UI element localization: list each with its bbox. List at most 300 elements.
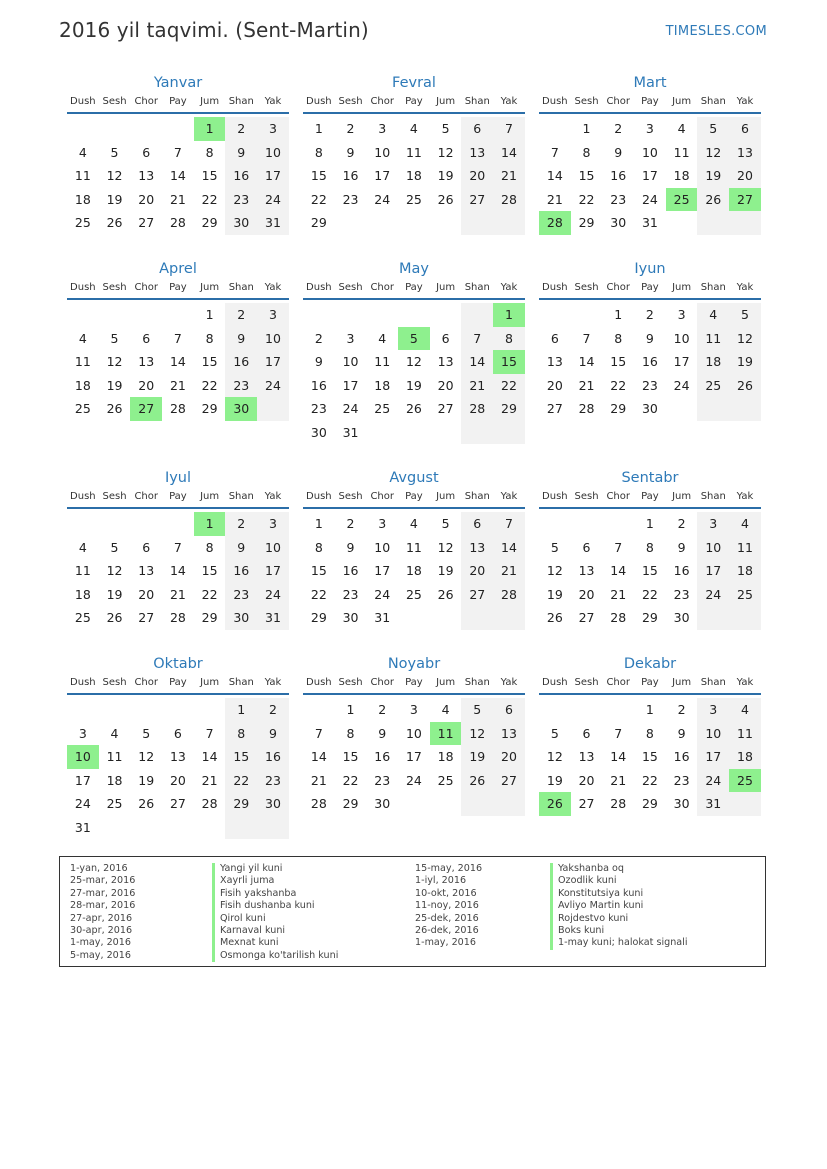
day-cell: 19 [461,745,493,769]
day-cell: 20 [493,745,525,769]
day-cell: 20 [138,377,155,393]
day-cell: 21 [461,374,493,398]
day-cell: 29 [310,610,327,625]
day-cell: 5 [550,725,559,741]
day-cell: 21 [610,772,627,788]
weekday-label: Yak [264,282,282,293]
day-cell: 12 [106,354,123,369]
legend-holiday-name: Ozodlik kuni [550,875,688,887]
weekday-label: Pay [641,677,659,688]
day-cell: 11 [106,749,123,764]
day-cell: 18 [729,745,761,769]
day-cell: 13 [169,749,186,764]
weekday-label: Yak [736,96,754,107]
day-cell: 9 [225,141,257,165]
day-cell: 30 [673,796,690,811]
day-cell: 17 [342,377,359,393]
empty-cell [571,698,603,722]
day-cell: 1 [205,307,214,322]
weekday-label: Pay [169,282,187,293]
month-iyul [67,468,289,630]
empty-cell [493,211,525,235]
day-cell: 1 [582,121,591,136]
day-cell: 24 [374,191,391,207]
day-cell: 18 [437,749,454,764]
page-title: 2016 yil taqvimi. (Sent-Martin) [59,18,369,42]
empty-cell [398,606,430,630]
day-cell: 2 [614,121,623,136]
day-cell: 27 [546,401,563,416]
day-cell: 19 [138,772,155,788]
day-cell: 8 [314,144,323,160]
weekday-label: Chor [134,491,158,502]
day-cell: 30 [257,792,289,816]
day-cell: 16 [342,168,359,183]
day-cell: 25 [74,215,91,230]
day-cell: 10 [374,539,391,555]
weekday-label: Dush [542,491,568,502]
day-cell: 17 [697,559,729,583]
weekday-label: Yak [736,282,754,293]
weekday-label: Chor [370,96,394,107]
day-cell: 17 [673,354,690,369]
weekday-label: Dush [306,282,332,293]
day-cell: 1 [314,516,323,531]
empty-cell [67,117,99,141]
day-grid [303,512,525,630]
empty-cell [335,303,367,327]
day-cell: 6 [173,725,182,741]
empty-cell [539,117,571,141]
day-cell: 15 [610,354,627,369]
day-cell: 4 [441,702,450,717]
day-cell: 22 [641,772,658,788]
weekday-label: Jum [672,491,692,502]
day-cell: 5 [441,516,450,531]
weekday-label: Shan [464,491,490,502]
empty-cell [257,397,289,421]
day-cell: 24 [697,583,729,607]
day-cell: 13 [138,354,155,369]
weekday-label: Jum [200,491,220,502]
day-cell: 10 [673,330,690,346]
day-cell: 6 [441,330,450,346]
day-cell: 25 [374,401,391,416]
weekday-header [539,490,761,509]
empty-cell [539,512,571,536]
day-cell: 23 [225,583,257,607]
day-cell: 1 [225,698,257,722]
day-cell: 19 [697,164,729,188]
day-cell: 23 [257,769,289,793]
day-cell: 17 [257,164,289,188]
day-cell: 5 [142,725,151,741]
weekday-label: Sesh [102,96,127,107]
empty-cell [398,211,430,235]
day-cell: 25 [729,769,761,793]
legend-date: 25-mar, 2016 [70,875,136,887]
legend-right-names [550,863,688,950]
empty-cell [130,303,162,327]
empty-cell [493,421,525,445]
day-cell: 13 [437,354,454,369]
day-cell: 20 [461,559,493,583]
day-cell: 26 [729,374,761,398]
legend-left-dates [70,863,135,962]
day-cell: 18 [74,586,91,602]
day-cell: 22 [493,374,525,398]
day-cell: 20 [461,164,493,188]
day-cell: 22 [310,191,327,207]
day-cell: 10 [342,354,359,369]
day-cell: 3 [378,121,387,136]
day-cell: 17 [641,168,658,183]
day-cell: 8 [614,330,623,346]
day-cell: 23 [374,772,391,788]
legend-date: 5-may, 2016 [70,949,131,961]
weekday-label: Sesh [574,491,599,502]
weekday-label: Pay [405,677,423,688]
empty-cell [697,606,729,630]
day-cell: 10 [374,144,391,160]
day-cell: 16 [257,745,289,769]
legend-holiday-name: Karnaval kuni [212,925,338,937]
day-cell: 12 [437,539,454,555]
day-cell: 2 [346,121,355,136]
day-cell: 7 [314,725,323,741]
empty-cell [257,816,289,840]
day-cell: 8 [205,539,214,555]
day-cell: 15 [201,354,218,369]
weekday-label: Jum [436,282,456,293]
day-cell: 23 [641,377,658,393]
weekday-label: Jum [672,96,692,107]
brand-logo-text[interactable]: TIMESLES.COM [665,24,767,39]
day-cell: 10 [67,745,99,769]
weekday-label: Sesh [338,96,363,107]
day-cell: 30 [673,610,690,625]
legend-holiday-name: Konstitutsiya kuni [550,888,688,900]
month-name: Sentabr [621,470,679,486]
day-cell: 8 [493,327,525,351]
day-cell: 29 [578,215,595,230]
day-cell: 16 [225,559,257,583]
weekday-label: Chor [606,282,630,293]
empty-cell [67,512,99,536]
day-cell: 30 [610,215,627,230]
legend-holiday-name: Qirol kuni [212,913,338,925]
day-cell: 3 [257,303,289,327]
weekday-label: Pay [641,282,659,293]
empty-cell [194,698,226,722]
empty-cell [162,303,194,327]
day-grid [539,117,761,235]
day-cell: 22 [610,377,627,393]
weekday-label: Sesh [574,677,599,688]
weekday-label: Pay [405,96,423,107]
day-cell: 4 [677,121,686,136]
day-cell: 29 [641,796,658,811]
empty-cell [539,698,571,722]
day-cell: 28 [169,610,186,625]
day-cell: 15 [578,168,595,183]
month-name: Avgust [389,470,439,486]
day-cell: 9 [346,144,355,160]
day-cell: 13 [578,749,595,764]
empty-cell [493,606,525,630]
weekday-header [303,676,525,695]
day-cell: 16 [610,168,627,183]
day-cell: 22 [201,191,218,207]
day-cell: 9 [677,725,686,741]
month-name: Iyun [634,261,666,277]
day-cell: 12 [106,168,123,183]
month-avgust [303,468,525,630]
day-cell: 16 [342,563,359,578]
day-cell: 25 [437,772,454,788]
day-cell: 24 [342,401,359,416]
day-cell: 27 [437,401,454,416]
legend-date: 25-dek, 2016 [415,912,479,924]
day-cell: 14 [493,536,525,560]
weekday-label: Chor [134,96,158,107]
day-cell: 1 [645,516,654,531]
day-cell: 24 [697,769,729,793]
empty-cell [99,816,131,840]
day-cell: 5 [550,539,559,555]
empty-cell [697,397,729,421]
day-cell: 23 [342,191,359,207]
day-cell: 9 [614,144,623,160]
day-cell: 19 [106,191,123,207]
empty-cell [461,792,493,816]
weekday-label: Dush [70,282,96,293]
day-cell: 11 [697,327,729,351]
day-cell: 15 [641,563,658,578]
day-cell: 23 [610,191,627,207]
day-cell: 6 [550,330,559,346]
day-cell: 2 [225,117,257,141]
day-cell: 16 [225,350,257,374]
weekday-label: Dush [306,677,332,688]
day-cell: 27 [138,610,155,625]
day-cell: 12 [461,722,493,746]
day-cell: 4 [729,512,761,536]
legend-date: 1-may, 2016 [70,937,131,949]
day-cell: 2 [257,698,289,722]
day-cell: 25 [405,191,422,207]
empty-cell [461,606,493,630]
day-cell: 20 [546,377,563,393]
empty-cell [99,117,131,141]
empty-cell [366,303,398,327]
day-cell: 28 [169,215,186,230]
day-cell: 27 [493,769,525,793]
day-grid [67,117,289,235]
day-cell: 22 [578,191,595,207]
day-cell: 15 [493,350,525,374]
day-cell: 23 [673,586,690,602]
weekday-label: Shan [464,96,490,107]
weekday-label: Pay [169,491,187,502]
legend-holiday-name: Osmonga ko'tarilish kuni [212,950,338,962]
day-cell: 12 [546,749,563,764]
day-cell: 27 [461,188,493,212]
day-cell: 17 [74,772,91,788]
legend-holiday-name: Fisih dushanba kuni [212,900,338,912]
day-cell: 23 [225,188,257,212]
month-iyun [539,259,761,421]
day-grid [67,303,289,421]
weekday-label: Chor [606,96,630,107]
day-cell: 6 [493,698,525,722]
weekday-label: Shan [228,677,254,688]
empty-cell [130,698,162,722]
day-cell: 12 [106,563,123,578]
day-cell: 18 [405,168,422,183]
weekday-header [539,95,761,114]
weekday-label: Sesh [574,96,599,107]
day-cell: 26 [437,586,454,602]
weekday-label: Chor [370,491,394,502]
day-cell: 25 [405,586,422,602]
day-cell: 18 [106,772,123,788]
weekday-header [67,95,289,114]
weekday-header [539,676,761,695]
day-cell: 31 [257,211,289,235]
day-cell: 3 [645,121,654,136]
weekday-label: Chor [370,282,394,293]
empty-cell [130,512,162,536]
day-cell: 13 [546,354,563,369]
weekday-label: Dush [542,96,568,107]
day-cell: 31 [342,424,359,440]
weekday-label: Jum [436,96,456,107]
legend-holiday-name: Rojdestvo kuni [550,913,688,925]
day-cell: 4 [729,698,761,722]
legend-holiday-name: 1-may kuni; halokat signali [550,937,688,949]
day-cell: 13 [461,141,493,165]
day-cell: 14 [201,749,218,764]
day-cell: 23 [673,772,690,788]
day-cell: 29 [201,610,218,625]
day-cell: 1 [314,121,323,136]
day-cell: 26 [138,796,155,811]
day-cell: 10 [257,327,289,351]
day-cell: 15 [641,749,658,764]
day-cell: 17 [257,350,289,374]
day-cell: 2 [677,516,686,531]
weekday-label: Dush [306,491,332,502]
day-cell: 29 [201,215,218,230]
day-cell: 8 [346,725,355,741]
day-cell: 11 [673,144,690,160]
day-cell: 4 [78,330,87,346]
day-cell: 21 [169,586,186,602]
day-cell: 10 [405,725,422,741]
legend-holiday-name: Fisih yakshanba [212,888,338,900]
day-cell: 5 [398,327,430,351]
day-cell: 31 [257,606,289,630]
weekday-header [67,676,289,695]
day-cell: 26 [539,792,571,816]
day-cell: 6 [142,539,151,555]
weekday-label: Pay [641,96,659,107]
day-cell: 22 [201,586,218,602]
weekday-label: Shan [464,282,490,293]
day-cell: 30 [310,424,327,440]
day-cell: 14 [610,749,627,764]
day-cell: 31 [697,792,729,816]
day-grid [303,117,525,235]
day-cell: 7 [173,144,182,160]
empty-cell [99,512,131,536]
empty-cell [461,421,493,445]
day-cell: 29 [201,401,218,416]
day-cell: 25 [729,583,761,607]
day-cell: 20 [138,191,155,207]
month-sentabr [539,468,761,630]
empty-cell [729,211,761,235]
day-cell: 4 [78,144,87,160]
day-cell: 11 [729,536,761,560]
weekday-label: Jum [200,282,220,293]
day-cell: 3 [257,512,289,536]
weekday-label: Jum [436,491,456,502]
day-cell: 5 [729,303,761,327]
day-cell: 13 [729,141,761,165]
empty-cell [162,117,194,141]
day-cell: 28 [169,401,186,416]
empty-cell [99,698,131,722]
empty-cell [366,421,398,445]
day-cell: 24 [641,191,658,207]
day-cell: 25 [697,374,729,398]
day-cell: 9 [314,354,323,369]
day-cell: 5 [461,698,493,722]
day-cell: 18 [673,168,690,183]
weekday-label: Dush [542,677,568,688]
day-cell: 19 [546,586,563,602]
day-cell: 1 [346,702,355,717]
day-cell: 14 [493,141,525,165]
day-cell: 29 [310,215,327,230]
day-cell: 27 [729,188,761,212]
weekday-label: Pay [641,491,659,502]
day-cell: 30 [641,401,658,416]
day-cell: 13 [578,563,595,578]
day-cell: 23 [342,586,359,602]
empty-cell [335,211,367,235]
day-grid [303,698,525,816]
day-cell: 12 [437,144,454,160]
day-cell: 21 [169,191,186,207]
day-cell: 3 [378,516,387,531]
day-cell: 21 [493,559,525,583]
holiday-legend [59,856,766,967]
day-cell: 12 [546,563,563,578]
day-cell: 31 [74,819,91,835]
empty-cell [666,211,698,235]
day-cell: 26 [546,610,563,625]
empty-cell [225,816,257,840]
day-cell: 22 [310,586,327,602]
month-dekabr [539,654,761,816]
day-cell: 30 [225,397,257,421]
legend-date: 27-apr, 2016 [70,912,133,924]
empty-cell [729,792,761,816]
day-cell: 25 [74,401,91,416]
